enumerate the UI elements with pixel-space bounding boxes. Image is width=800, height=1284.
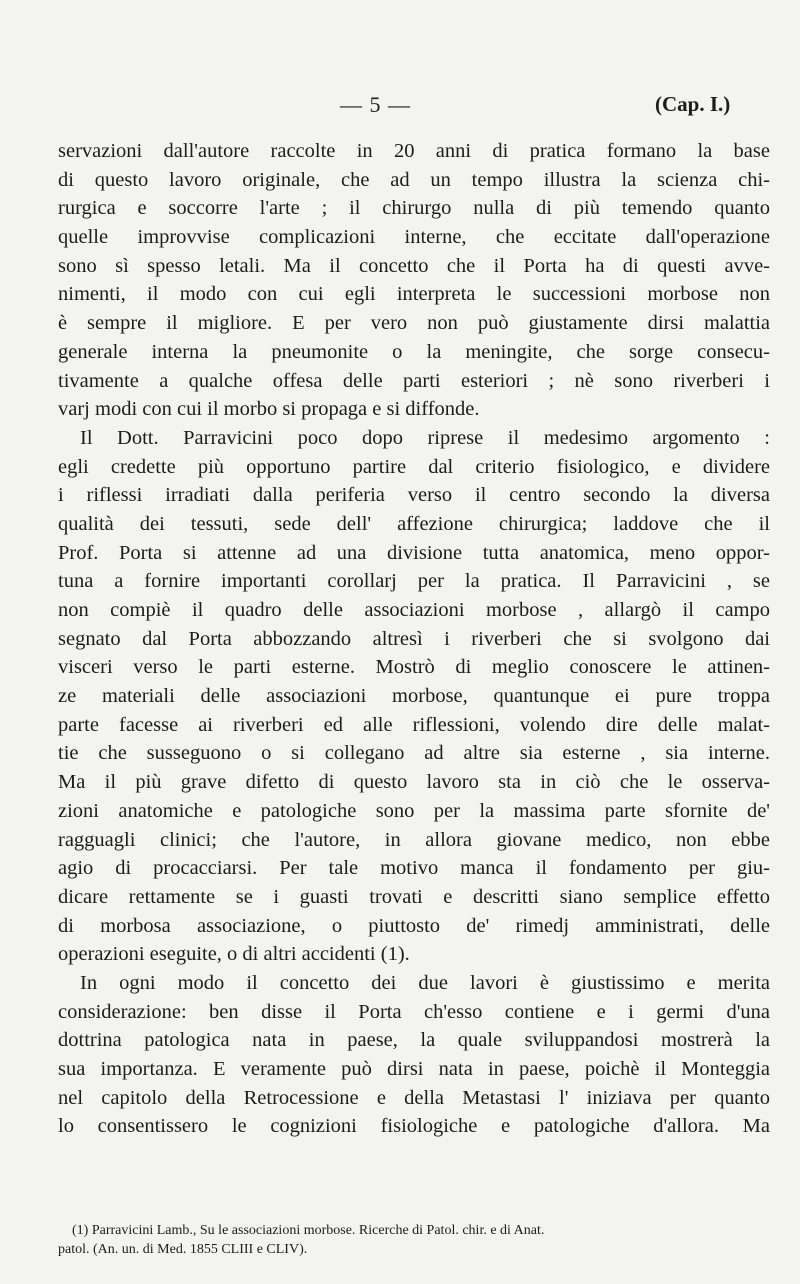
- text-line: ragguagli clinici; che l'autore, in allora giovane medico, non ebbe: [58, 828, 770, 851]
- text-line: lo consentissero le cognizioni fisiologiche e patologiche d'allora. Ma: [58, 1115, 770, 1138]
- text-line: tivamente a qualche offesa delle parti esteriori ; nè sono riverberi i: [58, 369, 770, 392]
- footnote-line: patol. (An. un. di Med. 1855 CLIII e CLIV).: [58, 1242, 308, 1257]
- text-line: zioni anatomiche e patologiche sono per la massima parte sfornite de': [58, 799, 770, 822]
- page-number: — 5 —: [340, 92, 411, 117]
- text-line: In ogni modo il concetto dei due lavori è giustissimo e merita: [80, 971, 770, 994]
- text-line: tuna a fornire importanti corollarj per la pratica. Il Parravicini , se: [58, 570, 770, 593]
- text-line: parte facesse ai riverberi ed alle riflessioni, volendo dire delle malat-: [58, 713, 770, 736]
- text-line: è sempre il migliore. E per vero non può giustamente dirsi malattia: [58, 312, 770, 335]
- text-line: visceri verso le parti esterne. Mostrò di meglio conoscere le attinen-: [58, 656, 770, 679]
- text-line: ze materiali delle associazioni morbose, quantunque ei pure troppa: [58, 685, 770, 708]
- text-line: qualità dei tessuti, sede dell' affezione chirurgica; laddove che il: [58, 512, 770, 535]
- text-line: nimenti, il modo con cui egli interpreta le successioni morbose non: [58, 283, 770, 306]
- text-line: i riflessi irradiati dalla periferia verso il centro secondo la diversa: [58, 484, 770, 507]
- body-text: [58, 137, 770, 1141]
- running-header: [0, 92, 800, 122]
- text-line: di morbosa associazione, o piuttosto de' rimedj amministrati, delle: [58, 914, 770, 937]
- text-line: agio di procacciarsi. Per tale motivo manca il fondamento per giu-: [58, 857, 770, 880]
- text-line: di questo lavoro originale, che ad un tempo illustra la scienza chi-: [58, 168, 770, 191]
- text-line: nel capitolo della Retrocessione e della Metastasi l' iniziava per quanto: [58, 1086, 770, 1109]
- footnote-line: (1) Parravicini Lamb., Su le associazioni morbose. Ricerche di Patol. chir. e di Anat.: [72, 1223, 545, 1238]
- text-line: non compiè il quadro delle associazioni morbose , allargò il campo: [58, 599, 770, 621]
- text-line: servazioni dall'autore raccolte in 20 anni di pratica formano la base: [58, 140, 770, 162]
- text-line: considerazione: ben disse il Porta ch'esso contiene e i germi d'una: [58, 1000, 770, 1023]
- text-line: rurgica e soccorre l'arte ; il chirurgo nulla di più temendo quanto: [58, 197, 770, 220]
- footnotes: [58, 1221, 770, 1259]
- text-line: sono sì spesso letali. Ma il concetto che il Porta ha di questi avve-: [58, 254, 770, 277]
- chapter-label: (Cap. I.): [655, 92, 731, 116]
- text-line: sua importanza. E veramente può dirsi nata in paese, poichè il Monteggia: [58, 1058, 770, 1080]
- text-line: tie che susseguono o si collegano ad altre sia esterne , sia interne.: [58, 742, 770, 765]
- text-line: egli credette più opportuno partire dal criterio fisiologico, e dividere: [58, 455, 770, 478]
- text-line: dottrina patologica nata in paese, la quale sviluppandosi mostrerà la: [58, 1029, 770, 1052]
- text-line: varj modi con cui il morbo si propaga e si diffonde.: [58, 398, 480, 421]
- text-line: Il Dott. Parravicini poco dopo riprese il medesimo argomento :: [80, 426, 770, 449]
- text-line: segnato dal Porta abbozzando altresì i riverberi che si svolgono dai: [58, 627, 770, 650]
- text-line: Prof. Porta si attenne ad una divisione tutta anatomica, meno oppor-: [58, 541, 770, 564]
- text-line: generale interna la pneumonite o la meningite, che sorge consecu-: [58, 340, 770, 363]
- text-line: dicare rettamente se i guasti trovati e descritti siano semplice effetto: [58, 885, 770, 908]
- text-line: operazioni eseguite, o di altri accidenti (1).: [58, 943, 410, 966]
- text-line: quelle improvvise complicazioni interne, che eccitate dall'operazione: [58, 226, 770, 249]
- text-line: Ma il più grave difetto di questo lavoro sta in ciò che le osserva-: [58, 771, 770, 794]
